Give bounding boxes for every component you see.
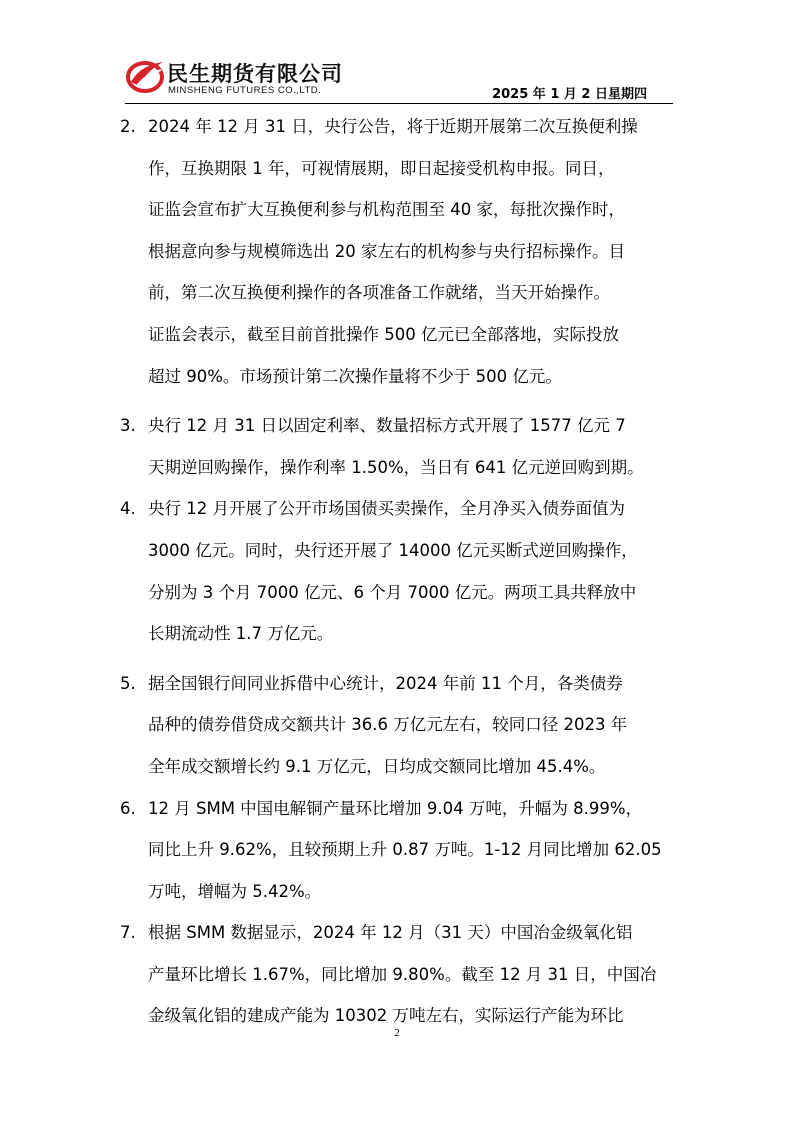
item-line: 根据 SMM 数据显示，2024 年 12 月（31 天）中国冶金级氧化铝: [148, 923, 633, 943]
item-line: 证监会表示，截至目前首批操作 500 亿元已全部落地，实际投放: [148, 324, 619, 344]
item-line: 证监会宣布扩大互换便利参与机构范围至 40 家，每批次操作时，: [148, 200, 625, 220]
list-item: [120, 663, 680, 788]
item-line: 分别为 3 个月 7000 亿元、6 个月 7000 亿元。两项工具共释放中: [148, 582, 637, 602]
item-line: 全年成交额增长约 9.1 万亿元，日均成交额同比增加 45.4%。: [148, 756, 606, 776]
company-name-cn: 民生期货有限公司: [167, 62, 343, 86]
news-list: [120, 106, 680, 1037]
item-line: 品种的债券借贷成交额共计 36.6 万亿元左右，较同口径 2023 年: [148, 715, 628, 735]
item-line: 据全国银行间同业拆借中心统计，2024 年前 11 个月，各类债券: [148, 673, 623, 693]
company-name-en: MINSHENG FUTURES CO.,LTD.: [168, 85, 322, 96]
list-item: [120, 106, 680, 397]
item-line: 产量环比增长 1.67%，同比增加 9.80%。截至 12 月 31 日，中国冶: [148, 964, 657, 984]
item-line: 前，第二次互换便利操作的各项准备工作就绪，当天开始操作。: [148, 283, 610, 303]
item-line: 万吨，增幅为 5.42%。: [148, 881, 322, 901]
header-divider: [125, 103, 673, 104]
list-item: [120, 788, 680, 913]
item-number: 4.: [120, 499, 136, 519]
item-line: 央行 12 月开展了公开市场国债买卖操作，全月净买入债券面值为: [148, 499, 625, 519]
item-line: 作，互换期限 1 年，可视情展期，即日起接受机构申报。同日，: [148, 158, 615, 178]
item-line: 金级氧化铝的建成产能为 10302 万吨左右，实际运行产能为环比: [148, 1006, 624, 1026]
item-number: 6.: [120, 798, 136, 818]
item-line: 2024 年 12 月 31 日，央行公告，将于近期开展第二次互换便利操: [148, 117, 638, 136]
item-line: 根据意向参与规模筛选出 20 家左右的机构参与央行招标操作。目: [148, 241, 625, 261]
item-number: 2.: [120, 117, 136, 136]
item-line: 天期逆回购操作，操作利率 1.50%，当日有 641 亿元逆回购到期。: [148, 457, 644, 477]
minsheng-logo-icon: [125, 58, 165, 94]
item-line: 长期流动性 1.7 万亿元。: [148, 624, 334, 644]
item-line: 同比上升 9.62%，且较预期上升 0.87 万吨。1-12 月同比增加 62.05: [148, 840, 662, 860]
page-header: [125, 56, 673, 104]
item-line: 央行 12 月 31 日以固定利率、数量招标方式开展了 1577 亿元 7: [148, 416, 626, 436]
item-number: 3.: [120, 416, 136, 436]
list-item: [120, 488, 680, 654]
item-line: 3000 亿元。同时，央行还开展了 14000 亿元买断式逆回购操作，: [148, 540, 638, 560]
list-item: [120, 912, 680, 1037]
report-date: 2025 年 1 月 2 日星期四: [492, 87, 647, 102]
list-item: [120, 405, 680, 488]
item-number: 5.: [120, 673, 136, 693]
item-line: 超过 90%。市场预计第二次操作量将不少于 500 亿元。: [148, 366, 562, 386]
item-number: 7.: [120, 923, 136, 943]
item-line: 12 月 SMM 中国电解铜产量环比增加 9.04 万吨，升幅为 8.99%，: [148, 798, 643, 818]
page-number: 2: [394, 1027, 400, 1039]
